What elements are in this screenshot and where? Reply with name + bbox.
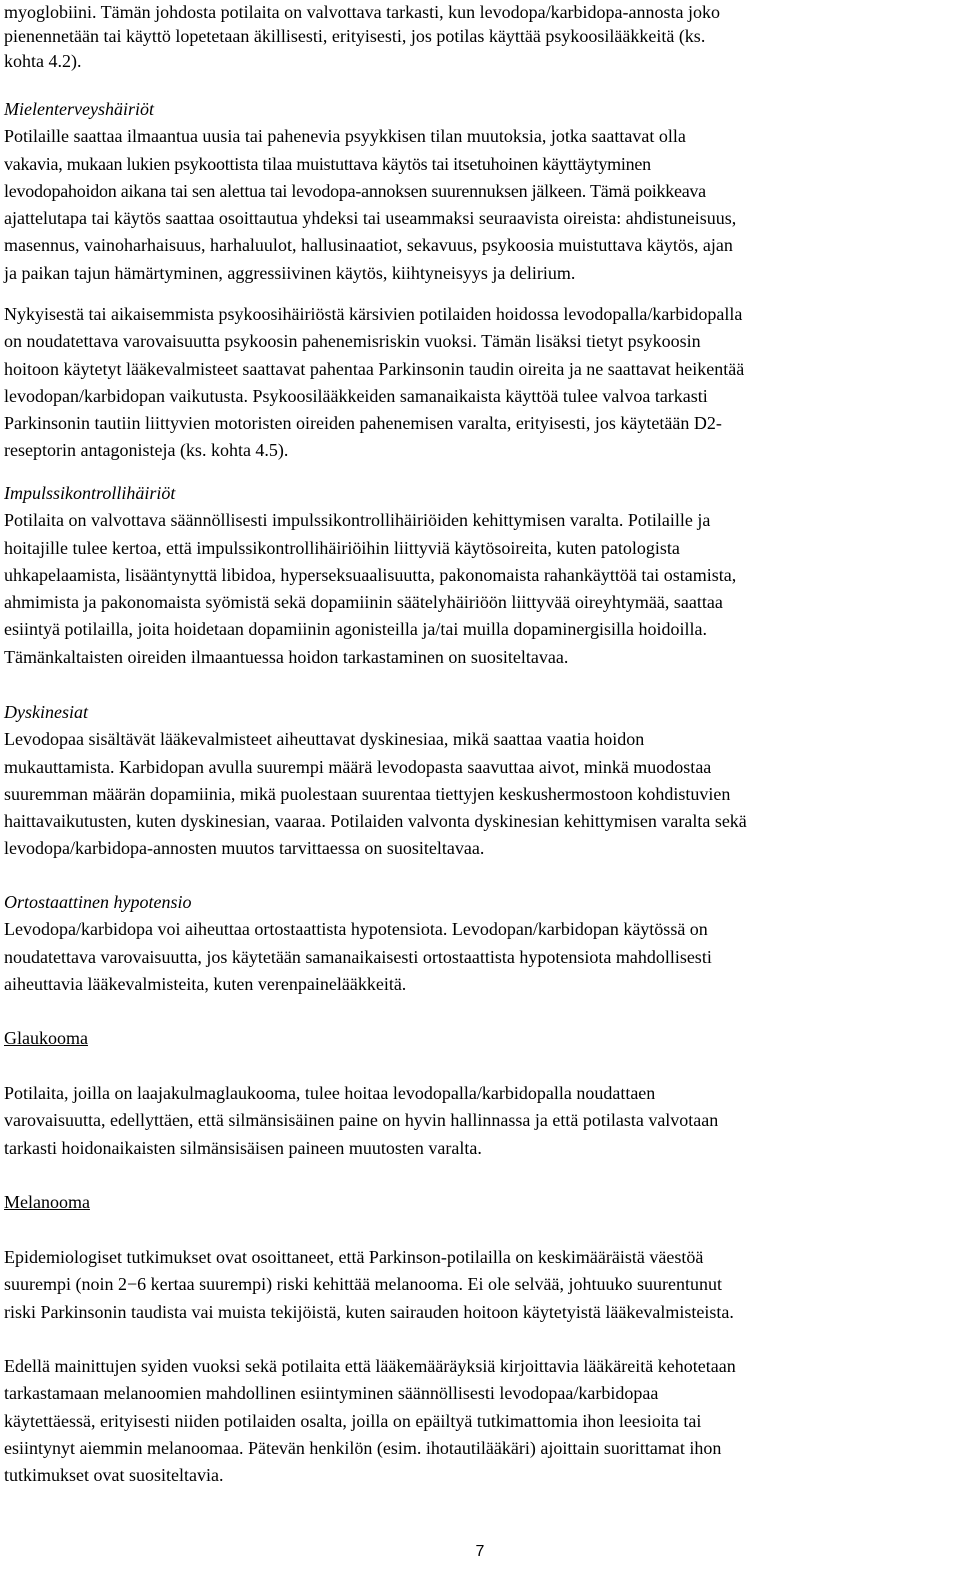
paragraph (4, 301, 744, 465)
text-line: ajattelutapa tai käytös saattaa osoittautua yhdeksi tai useammaksi seuraavista oireista: ahdistuneisuus, (4, 208, 737, 229)
text-line: hoitoon käytetyt lääkevalmisteet saattavat pahentaa Parkinsonin taudin oireita ja ne saattavat heikentää (4, 358, 745, 379)
paragraph (4, 1244, 734, 1326)
section-heading: Mielenterveyshäiriöt (4, 99, 154, 119)
section-impulse-control (4, 480, 736, 671)
text-line: levodopan/karbidopan vaikutusta. Psykoosilääkkeiden samanaikaista käyttöä tulee valvoa tarkasti (4, 385, 708, 406)
text-line: levodopahoidon aikana tai sen alettua tai levodopa-annoksen suurennuksen jälkeen. Tämä poikkeava (4, 180, 706, 201)
paragraph (4, 1080, 718, 1162)
text-line: Potilaita on valvottava säännöllisesti impulssikontrollihäiriöiden kehittymisen varalta. Potilaille ja (4, 510, 711, 531)
text-line: ja paikan tajun hämärtyminen, aggressiivinen käytös, kiihtyneisyys ja delirium. (4, 262, 576, 283)
text-line: reseptorin antagonisteja (ks. kohta 4.5). (4, 440, 289, 461)
section-heading: Melanooma (4, 1192, 90, 1212)
text-line: suuremman määrän dopamiinia, mikä puolestaan suurentaa tiettyjen keskushermostoon kohdistuvien (4, 783, 731, 804)
text-line: uhkapelaamista, lisääntynyttä libidoa, hyperseksuaalisuutta, pakonomaista rahankäyttöä tai ostamista, (4, 564, 737, 585)
text-line: levodopa/karbidopa-annosten muutos tarvittaessa on suositeltavaa. (4, 838, 485, 859)
section-mental-health (4, 96, 736, 287)
text-line: masennus, vainoharhaisuus, harhaluulot, hallusinaatiot, sekavuus, psykoosia muistuttava käytös, ajan (4, 235, 733, 256)
text-line: myoglobiini. Tämän johdosta potilaita on valvottava tarkasti, kun levodopa/karbidopa-annosta joko (4, 2, 721, 22)
text-line: Parkinsonin tautiin liittyvien motoristen oireiden pahenemisen varalta, erityisesti, jos käytetään D2- (4, 413, 722, 434)
text-line: Potilaita, joilla on laajakulmaglaukooma, tulee hoitaa levodopalla/karbidopalla noudattaen (4, 1083, 656, 1103)
text-line: vakavia, mukaan lukien psykoottista tilaa muistuttava käytös tai itsetuhoinen käyttäytyminen (4, 153, 651, 174)
text-line: käytettäessä, erityisesti niiden potilaiden osalta, joilla on epäiltyä tutkimattomia ihon leesioita tai (4, 1410, 702, 1431)
text-line: esiintyä potilailla, joita hoidetaan dopamiinin agonisteilla ja/tai muilla dopaminergisilla hoidoilla. (4, 619, 708, 640)
text-line: Edellä mainittujen syiden vuoksi sekä potilaita että lääkemääräyksiä kirjoittavia lääkäreitä kehotetaan (4, 1356, 736, 1376)
text-line: Nykyisestä tai aikaisemmista psykoosihäiriöstä kärsivien potilaiden hoidossa levodopalla/karbidopalla (4, 304, 743, 324)
paragraph (4, 916, 712, 998)
text-line: suurempi (noin 2−6 kertaa suurempi) riski kehittää melanooma. Ei ole selvää, johtuuko suurentunut (4, 1274, 722, 1295)
text-line: ahmimista ja pakonomaista syömistä sekä dopamiinin säätelyhäiriöön liittyvää oireyhtymää, saattaa (4, 592, 723, 613)
text-line: hoitajille tulee kertoa, että impulssikontrollihäiriöihin liittyviä käytösoireita, kuten patologista (4, 537, 680, 558)
text-line: on noudatettava varovaisuutta psykoosin pahenemisriskin vuoksi. Tämän lisäksi tietyt psykoosin (4, 331, 701, 352)
paragraph (4, 726, 747, 862)
section-heading: Impulssikontrollihäiriöt (4, 483, 176, 503)
section-dyskinesia (4, 699, 747, 863)
text-line: tarkastamaan melanoomien mahdollinen esiintyminen säännöllisesti levodopaa/karbidopaa (4, 1383, 659, 1404)
paragraph (4, 123, 736, 287)
text-line: haittavaikutusten, kuten dyskinesian, vaaraa. Potilaiden valvonta dyskinesian kehittymisen varalta sekä (4, 811, 747, 832)
text-line: Levodopa/karbidopa voi aiheuttaa ortostaattista hypotensiota. Levodopan/karbidopan käytössä on (4, 919, 708, 940)
paragraph (4, 1353, 736, 1489)
text-line: Tämänkaltaisten oireiden ilmaantuessa hoidon tarkastaminen on suositeltavaa. (4, 646, 569, 667)
text-line: Levodopaa sisältävät lääkevalmisteet aiheuttavat dyskinesiaa, mikä saattaa vaatia hoidon (4, 729, 645, 750)
text-line: tarkasti hoidonaikaisten silmänsisäisen paineen muutosten varalta. (4, 1137, 482, 1158)
text-line: pienennetään tai käyttö lopetetaan äkillisesti, erityisesti, jos potilas käyttää psykoosilääkkeitä (ks. (4, 26, 706, 47)
intro-paragraph (4, 0, 720, 75)
text-line: Epidemiologiset tutkimukset ovat osoittaneet, että Parkinson-potilailla on keskimääräistä väestöä (4, 1247, 704, 1267)
text-line: esiintynyt aiemmin melanoomaa. Pätevän henkilön (esim. ihotautilääkäri) ajoittain suorittamat ihon (4, 1437, 722, 1458)
text-line: noudatettava varovaisuutta, jos käytetään samanaikaisesti ortostaattista hypotensiota mahdollisesti (4, 946, 712, 967)
text-line: Potilaille saattaa ilmaantua uusia tai pahenevia psyykkisen tilan muutoksia, jotka saattavat olla (4, 126, 686, 147)
section-heading: Glaukooma (4, 1028, 88, 1048)
paragraph (4, 507, 736, 671)
text-line: kohta 4.2). (4, 50, 82, 71)
page-number: 7 (475, 1543, 485, 1560)
section-heading: Ortostaattinen hypotensio (4, 892, 192, 912)
section-orthostatic-hypotension (4, 889, 712, 998)
section-heading: Dyskinesiat (4, 702, 88, 722)
text-line: aiheuttavia lääkevalmisteita, kuten verenpainelääkkeitä. (4, 973, 407, 994)
text-line: varovaisuutta, edellyttäen, että silmänsisäinen paine on hyvin hallinnassa ja että potilasta valvotaan (4, 1110, 719, 1131)
text-line: mukauttamista. Karbidopan avulla suurempi määrä levodopasta saavuttaa aivot, minkä muodostaa (4, 756, 712, 777)
text-line: tutkimukset ovat suositeltavia. (4, 1465, 224, 1486)
text-line: riski Parkinsonin taudista vai muista tekijöistä, kuten sairauden hoitoon käytetyistä lääkevalmisteista. (4, 1301, 734, 1322)
